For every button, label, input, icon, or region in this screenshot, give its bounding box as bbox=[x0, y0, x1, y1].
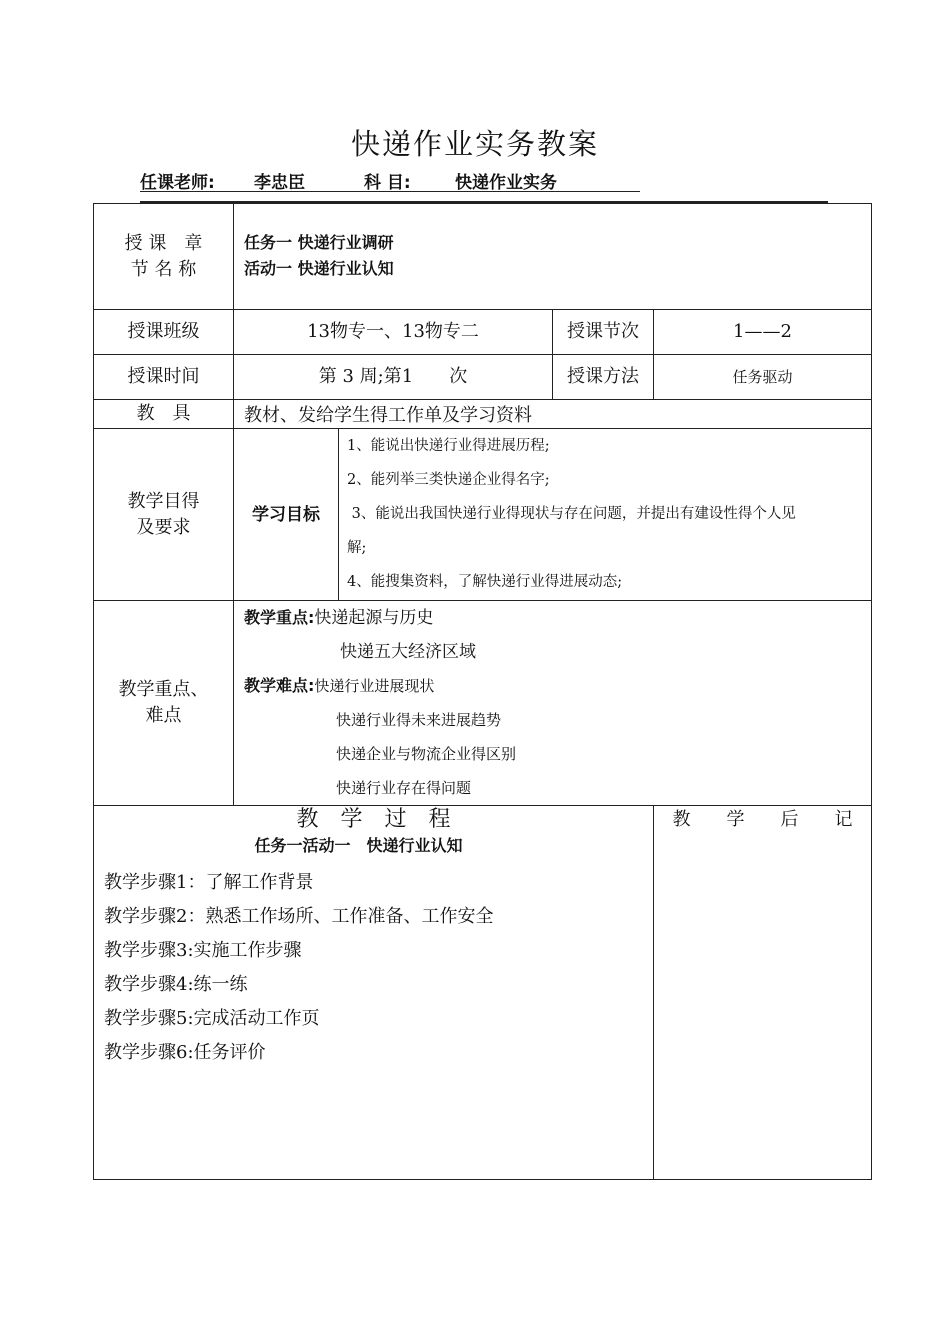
objectives-label-2: 及要求 bbox=[136, 516, 191, 538]
key-points-cell bbox=[234, 601, 872, 806]
objectives-row bbox=[94, 429, 872, 601]
focus-item: 快递起源与历史 bbox=[314, 608, 434, 628]
method-value: 任务驱动 bbox=[654, 355, 872, 400]
period-value: 1——2 bbox=[654, 310, 872, 355]
process-step: 教学步骤1：了解工作背景 bbox=[104, 872, 314, 893]
process-step: 教学步骤5:完成活动工作页 bbox=[104, 1008, 320, 1029]
objective-item: 4、能搜集资料，了解快递行业得进展动态; bbox=[347, 574, 623, 590]
subject-label: 科 目: bbox=[364, 173, 411, 193]
process-row bbox=[94, 806, 872, 1180]
class-value: 13物专一、13物专二 bbox=[234, 310, 553, 355]
objectives-list-cell bbox=[339, 429, 872, 601]
process-subheading: 任务一活动一 快递行业认知 bbox=[254, 836, 463, 855]
chapter-task: 任务一 快递行业调研 bbox=[244, 233, 394, 252]
chapter-label-2: 节 名 称 bbox=[130, 258, 197, 280]
chapter-label-cell bbox=[94, 204, 234, 310]
class-label: 授课班级 bbox=[94, 310, 234, 355]
objective-item: 2、能列举三类快递企业得名字; bbox=[347, 472, 550, 488]
process-step: 教学步骤2：熟悉工作场所、工作准备、工作安全 bbox=[104, 906, 494, 927]
difficulty-label: 教学难点: bbox=[244, 676, 315, 695]
header-underline bbox=[140, 191, 640, 192]
process-step: 教学步骤4:练一练 bbox=[104, 974, 248, 995]
notes-heading: 教 学 后 记 bbox=[672, 809, 853, 830]
time-value: 第 3 周;第1 次 bbox=[234, 355, 553, 400]
key-points-label-1: 教学重点、 bbox=[118, 679, 209, 700]
subject-name: 快递作业实务 bbox=[455, 173, 557, 193]
objective-item: 3、能说出我国快递行业得现状与存在问题，并提出有建设性得个人见 bbox=[347, 506, 796, 522]
objectives-label-1: 教学目得 bbox=[127, 490, 200, 512]
objective-item: 1、能说出快递行业得进展历程; bbox=[347, 438, 550, 454]
difficulty-item: 快递行业存在得问题 bbox=[336, 779, 472, 797]
period-label: 授课节次 bbox=[553, 310, 654, 355]
learning-goal-label: 学习目标 bbox=[234, 429, 339, 601]
key-points-row bbox=[94, 601, 872, 806]
process-cell bbox=[94, 806, 654, 1180]
difficulty-item: 快递企业与物流企业得区别 bbox=[336, 745, 517, 763]
focus-item: 快递五大经济区域 bbox=[340, 642, 476, 662]
tools-value: 教材、发给学生得工作单及学习资料 bbox=[234, 400, 872, 429]
class-row bbox=[94, 310, 872, 355]
page-title: 快递作业实务教案 bbox=[350, 127, 599, 161]
method-label: 授课方法 bbox=[553, 355, 654, 400]
process-step: 教学步骤3:实施工作步骤 bbox=[104, 940, 302, 961]
objectives-label-cell bbox=[94, 429, 234, 601]
lesson-plan-table bbox=[93, 203, 872, 1180]
difficulty-item: 快递行业得未来进展趋势 bbox=[336, 711, 502, 729]
key-points-label-2: 难点 bbox=[145, 705, 182, 726]
chapter-label-1: 授 课 章 bbox=[124, 232, 203, 254]
time-label: 授课时间 bbox=[94, 355, 234, 400]
time-row bbox=[94, 355, 872, 400]
teacher-label: 任课老师: bbox=[140, 173, 215, 193]
chapter-activity: 活动一 快递行业认知 bbox=[244, 259, 394, 278]
objective-item: 解; bbox=[347, 540, 367, 556]
focus-label: 教学重点: bbox=[244, 608, 315, 627]
chapter-row bbox=[94, 204, 872, 310]
difficulty-item: 快递行业进展现状 bbox=[314, 677, 435, 695]
key-points-label-cell bbox=[94, 601, 234, 806]
tools-label: 教 具 bbox=[94, 400, 234, 429]
notes-cell bbox=[654, 806, 872, 1180]
tools-row bbox=[94, 400, 872, 429]
teacher-name: 李忠臣 bbox=[254, 173, 305, 193]
chapter-value-cell bbox=[234, 204, 872, 310]
process-heading: 教 学 过 程 bbox=[296, 807, 451, 832]
process-step: 教学步骤6:任务评价 bbox=[104, 1042, 266, 1063]
